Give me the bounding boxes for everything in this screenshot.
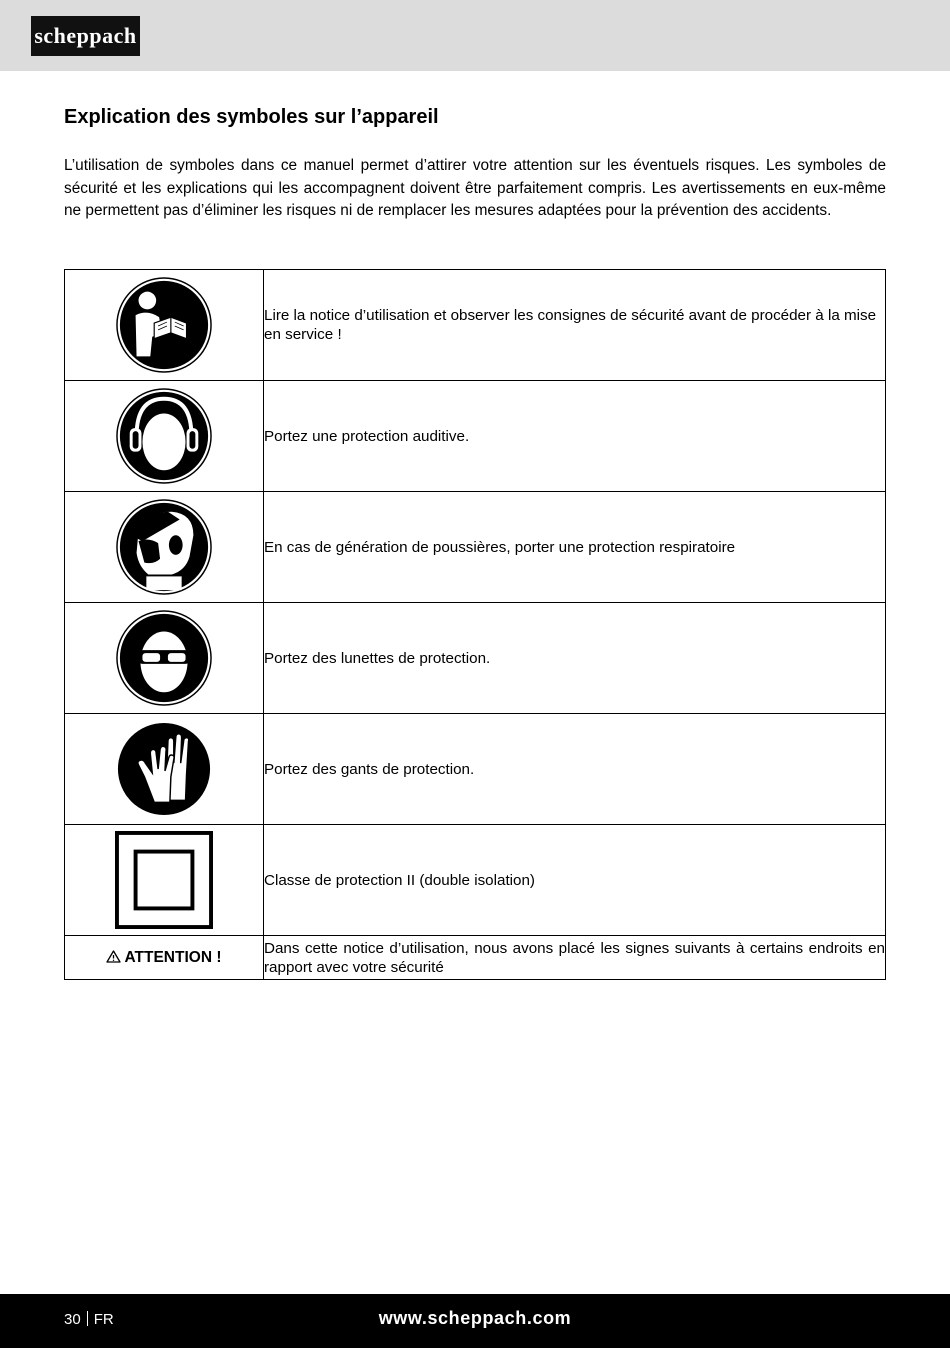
page-footer bbox=[0, 1294, 950, 1348]
symbol-icon-cell bbox=[65, 270, 264, 381]
website-link[interactable]: www.scheppach.com bbox=[378, 1308, 572, 1328]
symbol-row bbox=[65, 270, 886, 381]
warning-triangle-icon bbox=[106, 950, 121, 963]
symbol-description: Portez des gants de protection. bbox=[264, 714, 886, 825]
symbol-row bbox=[65, 492, 886, 603]
attention-label: ATTENTION ! bbox=[124, 948, 222, 966]
symbol-row bbox=[65, 603, 886, 714]
symbols-table bbox=[64, 269, 886, 980]
symbol-row bbox=[65, 825, 886, 936]
symbol-description: Classe de protection II (double isolation) bbox=[264, 825, 886, 936]
symbol-description: Portez des lunettes de protection. bbox=[264, 603, 886, 714]
safety-goggles-icon bbox=[115, 609, 213, 707]
symbol-row bbox=[65, 381, 886, 492]
attention-description: Dans cette notice d’utilisation, nous avons placé les signes suivants à certains endroits en rapport avec votre sécurité bbox=[264, 936, 886, 980]
intro-paragraph: L’utilisation de symboles dans ce manuel permet d’attirer votre attention sur les éventuels risques. Les symboles de sécurité et les explications qui les accompagnent doivent être parfaitement compris. Les avertissements en eux-même ne permettent pas d’éliminer les risques ni de remplacer les mesures adaptées pour la prévention des accidents. bbox=[64, 157, 886, 220]
read-manual-icon bbox=[115, 276, 213, 374]
symbol-icon-cell bbox=[65, 825, 264, 936]
symbol-description: Portez une protection auditive. bbox=[264, 381, 886, 492]
page-header bbox=[0, 0, 950, 71]
protective-gloves-icon bbox=[115, 720, 213, 818]
hearing-protection-icon bbox=[115, 387, 213, 485]
scheppach-logo: scheppach bbox=[31, 16, 140, 56]
symbol-description: En cas de génération de poussières, porter une protection respiratoire bbox=[264, 492, 886, 603]
symbol-icon-cell bbox=[65, 714, 264, 825]
attention-label-cell bbox=[65, 936, 264, 980]
page-number-value: 30 bbox=[64, 1311, 81, 1328]
symbol-icon-cell bbox=[65, 603, 264, 714]
symbol-icon-cell bbox=[65, 381, 264, 492]
section-title: Explication des symboles sur l’appareil bbox=[64, 106, 439, 128]
symbol-description: Lire la notice d’utilisation et observer les consignes de sécurité avant de procéder à la mise en service ! bbox=[264, 270, 886, 381]
symbol-row bbox=[65, 714, 886, 825]
double-insulation-icon bbox=[115, 831, 213, 929]
attention-row bbox=[65, 936, 886, 980]
symbol-icon-cell bbox=[65, 492, 264, 603]
respiratory-protection-icon bbox=[115, 498, 213, 596]
language-code: FR bbox=[93, 1311, 114, 1328]
